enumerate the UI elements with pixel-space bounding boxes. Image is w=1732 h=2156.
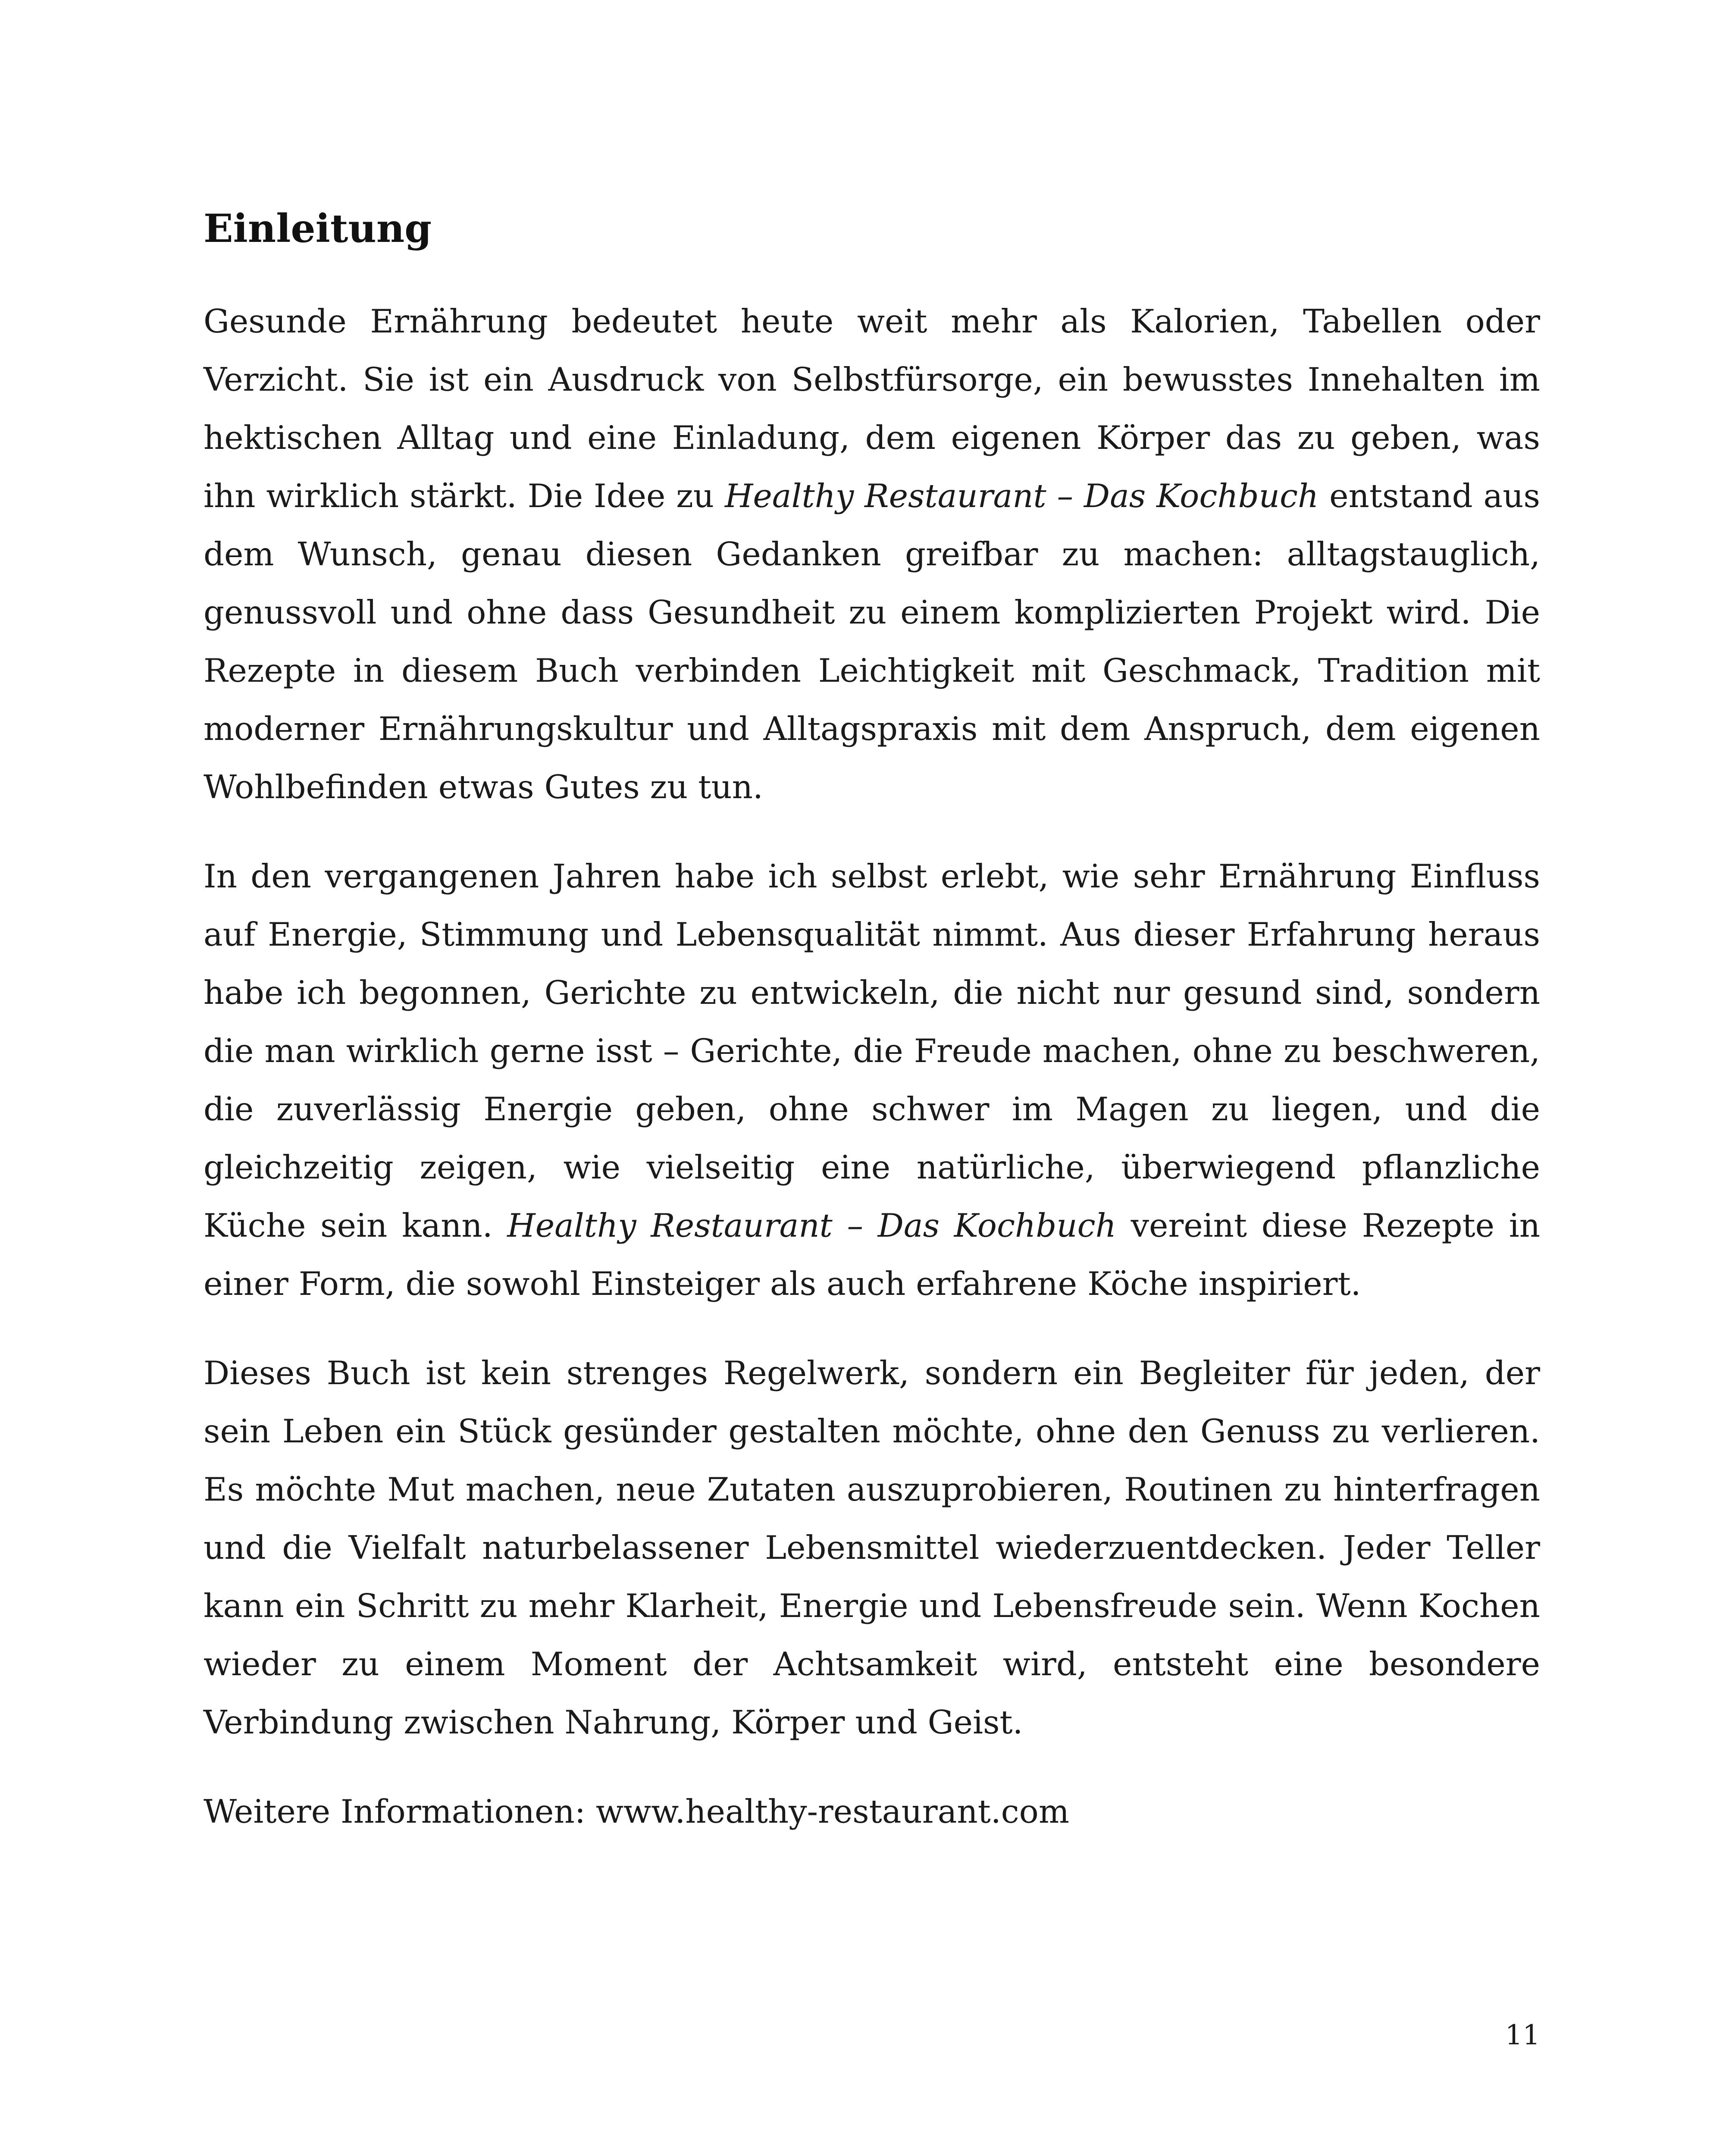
- paragraph-1: [204, 292, 1540, 816]
- paragraph-1-text-a: Gesunde Ernährung bedeutet heute weit mehr als Kalorien, Tabellen oder Verzicht. Sie ist ein Ausdruck von Selbstfürsorge, ein bewusstes Innehalten im hektischen Alltag und eine Einladung, dem eigenen Körper das zu geben, was ihn wirklich stärkt. Die Idee zu: [204, 302, 1540, 515]
- info-line: Weitere Informationen: www.healthy-restaurant.com: [204, 1792, 1069, 1830]
- page-content: [204, 203, 1540, 1841]
- paragraph-3: Dieses Buch ist kein strenges Regelwerk, sondern ein Begleiter für jeden, der sein Leben ein Stück gesünder gestalten möchte, ohne den Genuss zu verlieren. Es möchte Mut machen, neue Zutaten auszuprobieren, Routinen zu hinterfragen und die Vielfalt naturbelassener Lebensmittel wiederzuentdecken. Jeder Teller kann ein Schritt zu mehr Klarheit, Energie und Lebensfreude sein. Wenn Kochen wieder zu einem Moment der Achtsamkeit wird, entsteht eine besondere Verbindung zwischen Nahrung, Körper und Geist.: [204, 1354, 1540, 1741]
- paragraph-2: [204, 847, 1540, 1313]
- paragraph-2-text-a: In den vergangenen Jahren habe ich selbst erlebt, wie sehr Ernährung Einfluss auf Energie, Stimmung und Lebensqualität nimmt. Aus dieser Erfahrung heraus habe ich begonnen, Gerichte zu entwickeln, die nicht nur gesund sind, sondern die man wirklich gerne isst – Gerichte, die Freude machen, ohne zu beschweren, die zuverlässig Energie geben, ohne schwer im Magen zu liegen, und die gleichzeitig zeigen, wie vielseitig eine natürliche, überwiegend pflanzliche Küche sein kann.: [204, 857, 1540, 1244]
- book-title-italic: Healthy Restaurant – Das Kochbuch: [507, 1206, 1116, 1244]
- page-number: 11: [1505, 2019, 1540, 2051]
- section-heading: Einleitung: [204, 206, 432, 251]
- book-title-italic: Healthy Restaurant – Das Kochbuch: [724, 477, 1319, 515]
- paragraph-1-text-b: entstand aus dem Wunsch, genau diesen Gedanken greifbar zu machen: alltagstauglich, genussvoll und ohne dass Gesundheit zu einem komplizierten Projekt wird. Die Rezepte in diesem Buch verbinden Leichtigkeit mit Geschmack, Tradition mit moderner Ernährungskultur und Alltagspraxis mit dem Anspruch, dem eigenen Wohlbefinden etwas Gutes zu tun.: [204, 477, 1540, 806]
- paragraph-2-text-b: vereint diese Rezepte in einer Form, die sowohl Einsteiger als auch erfahrene Köche inspiriert.: [204, 1206, 1541, 1303]
